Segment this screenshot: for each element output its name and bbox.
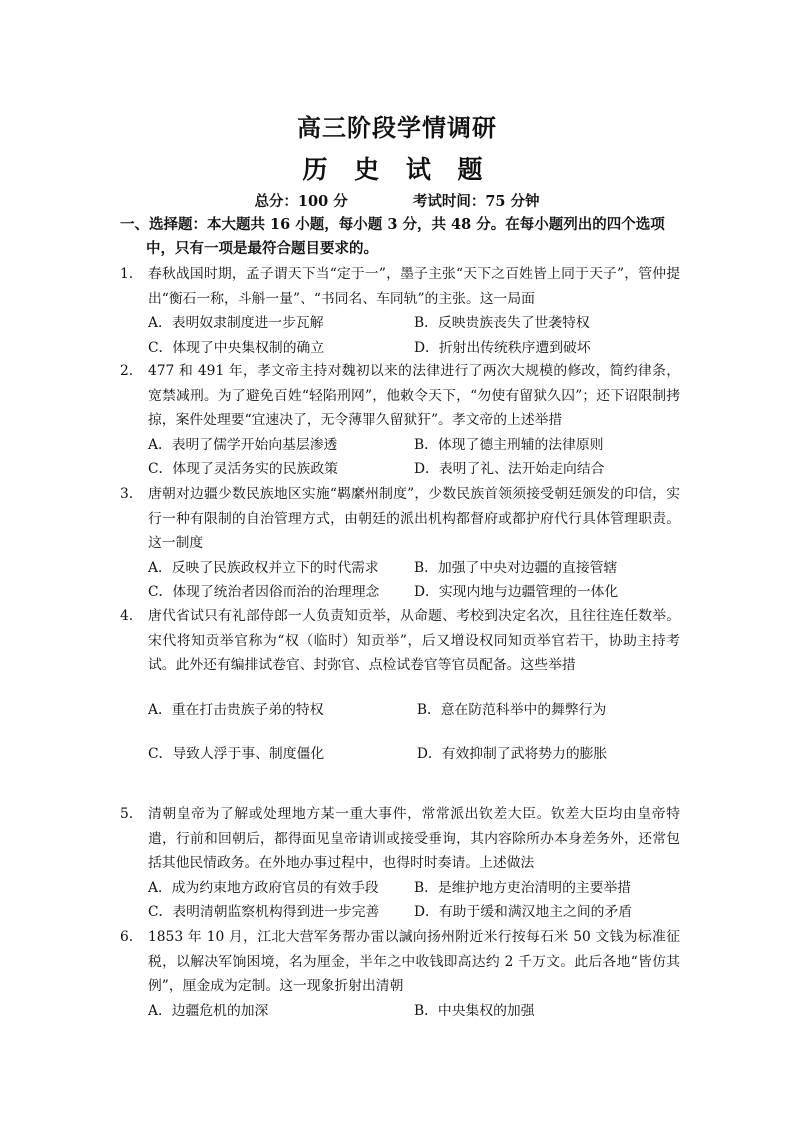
question-number: 1.: [120, 266, 134, 282]
option-c: C．体现了中央集权制的确立: [148, 339, 325, 356]
question-stem: 1853 年 10 月，江北大营军务帮办雷以諴向扬州附近米行按每石米 50 文钱为标准征税，以解决军饷困境，名为厘金，半年之中收钱即高达约 2 千万文。此后各地“皆仿其例”，厘金成为定制。这一现象折射出清朝: [148, 929, 680, 994]
option-a: A．表明了儒学开始向基层渗透: [148, 436, 338, 453]
option-c: C．表明清朝监察机构得到进一步完善: [148, 904, 380, 920]
option-d: D．有助于缓和满汉地主之间的矛盾: [414, 904, 633, 920]
option-a: A．表明奴隶制度进一步瓦解: [148, 315, 324, 331]
question-stem: 唐代省试只有礼部侍郎一人负责知贡举，从命题、考校到决定名次，且往往连任数举。宋代将知贡举官称为“权（临时）知贡举”，后又增设权同知贡举官若干，协助主持考试。此外还有编排试卷官、封弥官、点检试卷官等官员配备。这些举措: [148, 608, 680, 673]
option-b: B．是维护地方吏治清明的主要举措: [414, 879, 632, 896]
option-d: D．实现内地与边疆管理的一体化: [414, 584, 619, 600]
option-a: A．重在打击贵族子弟的特权: [148, 701, 324, 718]
question-number: 5.: [120, 806, 134, 822]
question-stem: 春秋战国时期，孟子谓天下当“定于一”，墨子主张“天下之百姓皆上同于天子”，管仲提出“衡石一称，斗斛一量”、“书同名、车同轨”的主张。这一局面: [148, 266, 680, 307]
option-a: A．成为约束地方政府官员的有效手段: [148, 879, 379, 896]
options: [148, 433, 680, 482]
question-number: 4.: [120, 608, 134, 624]
option-d: D．有效抑制了武将势力的膨胀: [416, 746, 608, 762]
options: [148, 876, 680, 925]
option-b: B．反映贵族丧失了世袭特权: [414, 315, 590, 331]
options: [148, 556, 680, 605]
option-c: C．体现了统治者因俗而治的治理理念: [148, 584, 380, 600]
options: [148, 999, 680, 1024]
question-stem: 477 和 491 年，孝文帝主持对魏初以来的法律进行了两次大规模的修改，简约律条，宽禁减刑。为了避免百姓“轻陷刑网”，他敕令天下，“勿使有留狱久囚”；还下诏限制拷掠，案件处理要“宜速决了，无令薄罪久留狱犴”。孝文帝的上述举措: [148, 363, 680, 428]
question-5: [120, 802, 680, 925]
option-d: D．折射出传统秩序遭到破坏: [414, 339, 591, 356]
question-1: [120, 262, 680, 360]
question-number: 2.: [120, 363, 134, 379]
question-stem: 清朝皇帝为了解或处理地方某一重大事件，常常派出钦差大臣。钦差大臣均由皇帝特遣，行前和回朝后，都得面见皇帝请训或接受垂询，其内容除所办本身差务外，还常包括其他民情政务。在外地办事过程中，也得时时奏请。上述做法: [148, 806, 680, 871]
option-a: A．边疆危机的加深: [148, 1002, 269, 1019]
section-heading: 一、选择题：本大题共 16 小题，每小题 3 分，共 48 分。在每小题列出的四个选项中，只有一项是最符合题目要求的。: [120, 216, 665, 257]
option-b: B．加强了中央对边疆的直接管辖: [414, 559, 618, 576]
option-c: C．体现了灵活务实的民族政策: [148, 461, 338, 477]
question-4: [120, 604, 680, 775]
question-stem: 唐朝对边疆少数民族地区实施“羁縻州制度”，少数民族首领须接受朝廷颁发的印信，实行一种有限制的自治管理方式，由朝廷的派出机构都督府或都护府代行具体管理职责。这一制度: [148, 486, 680, 551]
question-number: 3.: [120, 486, 134, 502]
question-3: [120, 482, 680, 605]
option-a: A．反映了民族政权并立下的时代需求: [148, 559, 379, 576]
option-b: B．中央集权的加强: [414, 1002, 535, 1019]
options: [148, 698, 680, 767]
total-score: 总分：100 分: [254, 193, 348, 210]
options: [148, 311, 680, 360]
subject-title: 历 史 试 题: [302, 155, 492, 184]
exam-time: 考试时间：75 分钟: [412, 193, 540, 210]
question-2: [120, 359, 680, 482]
option-c: C．导致人浮于事、制度僵化: [148, 746, 325, 762]
exam-meta: [0, 190, 794, 211]
option-d: D．表明了礼、法开始走向结合: [414, 461, 605, 477]
exam-title: 高三阶段学情调研: [297, 114, 497, 142]
question-number: 6.: [120, 929, 134, 945]
option-b: B．意在防范科举中的舞弊行为: [416, 701, 607, 718]
question-6: [120, 925, 680, 1023]
option-b: B．体现了德主刑辅的法律原则: [414, 436, 604, 453]
